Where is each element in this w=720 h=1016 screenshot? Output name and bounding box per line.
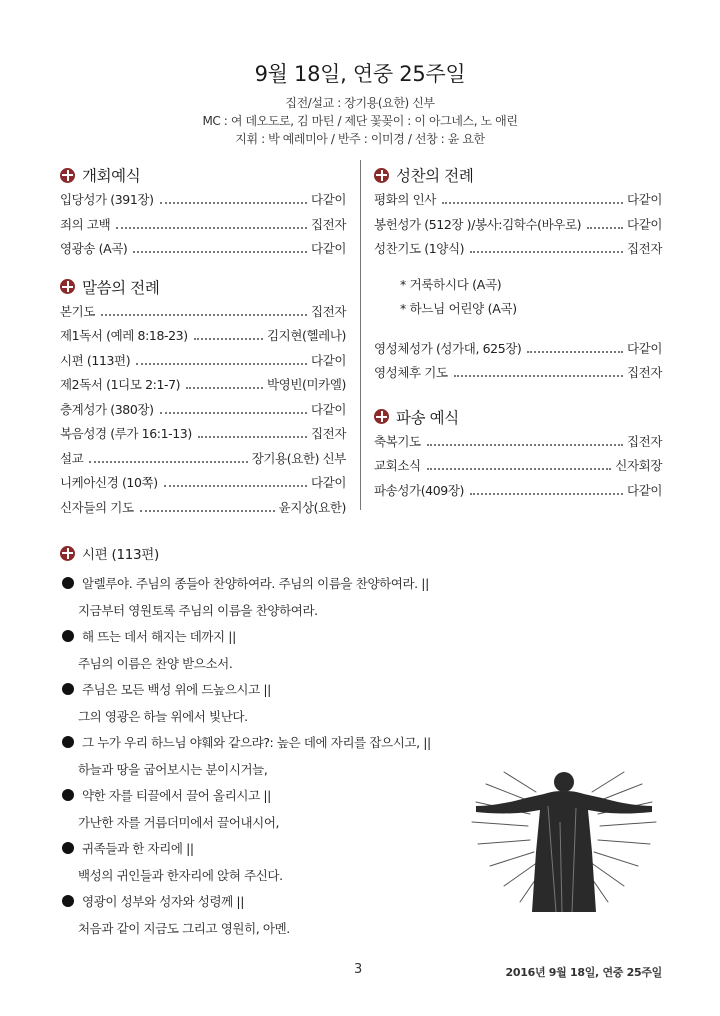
section-title: 파송 예식: [396, 408, 459, 427]
psalm-verse: [60, 729, 480, 756]
order-item: [60, 302, 346, 327]
psalm-response: [60, 650, 480, 677]
credit-line-mc: MC : 여 데오도로, 김 마틴 / 제단 꽃꽂이 : 이 아그네스, 노 애린: [202, 114, 518, 128]
psalm-verse: [60, 782, 480, 809]
item-name: 층계성가 (380장): [60, 401, 154, 417]
item-leader: 다같이: [310, 192, 346, 207]
item-leader: 집전자: [626, 433, 662, 449]
item-name: 성찬기도 (1양식): [374, 241, 465, 256]
order-item: [60, 190, 346, 215]
item-name: 영광송 (A곡): [60, 241, 128, 256]
order-item: [60, 498, 346, 523]
item-name: 파송성가(409장): [374, 482, 464, 498]
item-leader: 다같이: [626, 340, 662, 356]
psalm-text: 처음과 같이 지금도 그리고 영원히, 아멘.: [78, 920, 290, 936]
item-leader: 집전자: [626, 365, 662, 380]
order-item: [60, 473, 346, 498]
risen-christ-illustration: [464, 762, 664, 922]
leader-dots: [427, 468, 612, 470]
credits: [0, 94, 720, 148]
order-item: [60, 215, 346, 240]
leader-dots: [116, 227, 307, 229]
section-title: 개회예식: [82, 167, 141, 185]
item-name: 영성체성가 (성가대, 625장): [374, 340, 522, 356]
item-name: 본기도: [60, 303, 96, 319]
item-leader: 집전자: [310, 216, 346, 232]
psalm-text: 가난한 자를 거름더미에서 끌어내시어,: [78, 814, 280, 830]
item-leader: 다같이: [310, 352, 346, 368]
order-item: [374, 215, 662, 240]
credit-line-music: 지휘 : 박 예레미아 / 반주 : 이미경 / 선창 : 윤 요한: [235, 132, 485, 146]
leader-dots: [587, 227, 623, 229]
item-leader: 장기용(요한) 신부: [251, 450, 346, 466]
psalm-text: 영광이 성부와 성자와 성령께 ||: [82, 894, 245, 910]
order-item: [60, 351, 346, 376]
cross-icon: [60, 168, 75, 183]
item-name: 입당성가 (391장): [60, 192, 154, 207]
cross-icon: [60, 546, 75, 561]
footer-date: 2016년 9월 18일, 연중 25주일: [505, 966, 662, 979]
psalm-verse: [60, 835, 480, 862]
psalm-verse: [60, 623, 480, 650]
item-leader: 다같이: [626, 482, 662, 498]
psalm-text: 주님의 이름은 찬양 받으소서.: [78, 655, 233, 671]
item-leader: 김지현(헬레나): [266, 328, 346, 343]
psalm-response: [60, 809, 480, 836]
section-title: 시편 (113편): [82, 547, 160, 563]
cross-icon: [60, 279, 75, 294]
order-item: [60, 239, 346, 264]
item-leader: 박영빈(미카엘): [266, 377, 346, 392]
psalm-text: 하늘과 땅을 굽어보시는 분이시거늘,: [78, 761, 268, 777]
section-title: 말씀의 전례: [82, 278, 160, 297]
item-leader: 집전자: [626, 241, 662, 256]
item-name: 평화의 인사: [374, 192, 436, 207]
psalm-text: 해 뜨는 데서 해지는 데까지 ||: [82, 629, 236, 645]
leader-dots: [427, 444, 623, 446]
bullet-icon: [62, 683, 74, 695]
item-leader: 다같이: [626, 192, 662, 207]
order-item: [374, 339, 662, 364]
bullet-icon: [62, 895, 74, 907]
psalm-text: 지금부터 영원토록 주님의 이름을 찬양하여라.: [78, 602, 318, 618]
item-name: 축복기도: [374, 433, 421, 449]
leader-dots: [470, 493, 623, 495]
order-item: [374, 481, 662, 506]
order-item: [60, 375, 346, 400]
item-name: 제1독서 (예레 8:18-23): [60, 328, 188, 343]
order-item: [374, 363, 662, 388]
item-leader: 다같이: [310, 401, 346, 417]
item-leader: 신자회장: [615, 458, 662, 473]
psalm-verse: [60, 888, 480, 915]
item-name: 교회소식: [374, 458, 421, 473]
page-title: 9월 18일, 연중 25주일: [254, 62, 466, 86]
right-column: [374, 160, 662, 505]
item-name: 시편 (113편): [60, 352, 131, 368]
item-name: 제2독서 (1디모 2:1-7): [60, 377, 181, 392]
psalm-text: 알렐루야. 주님의 종들아 찬양하여라. 주님의 이름을 찬양하여라. ||: [82, 576, 429, 592]
dismissal-heading: [374, 402, 662, 432]
bullet-icon: [62, 736, 74, 748]
leader-dots: [140, 510, 275, 512]
leader-dots: [101, 314, 307, 316]
psalm-text: 백성의 귀인들과 한자리에 앉혀 주신다.: [78, 867, 283, 883]
left-column: [60, 160, 346, 522]
psalm-response: [60, 862, 480, 889]
order-item: [60, 424, 346, 449]
psalm-text: 그 누가 우리 하느님 야훼와 같으랴?: 높은 데에 자리를 잡으시고, ||: [82, 735, 431, 751]
section-title: 성찬의 전례: [396, 167, 474, 185]
psalm-verse: [60, 676, 480, 703]
item-name: 죄의 고백: [60, 216, 111, 232]
psalm-response: [60, 597, 480, 624]
psalm-response: [60, 756, 480, 783]
leader-dots: [470, 251, 623, 253]
psalm-text: 그의 영광은 하늘 위에서 빛난다.: [78, 708, 248, 724]
opening-rites-heading: [60, 160, 346, 190]
item-name: 설교: [60, 450, 84, 466]
psalm-verse: [60, 570, 480, 597]
psalm-text: 약한 자를 티끌에서 끌어 올리시고 ||: [82, 788, 271, 804]
column-divider: [360, 160, 361, 510]
psalm-response: [60, 915, 480, 942]
psalm-text: 귀족들과 한 자리에 ||: [82, 841, 194, 857]
eucharist-subitem: * 거룩하시다 (A곡): [400, 276, 502, 292]
order-item: [374, 239, 662, 264]
item-leader: 집전자: [310, 303, 346, 319]
cross-icon: [374, 168, 389, 183]
leader-dots: [454, 375, 623, 377]
leader-dots: [527, 351, 623, 353]
item-name: 영성체후 기도: [374, 365, 448, 380]
item-name: 니케아신경 (10쪽): [60, 475, 158, 490]
leader-dots: [133, 251, 307, 253]
leader-dots: [198, 436, 307, 438]
credit-line-celebrant: 집전/설교 : 장기용(요한) 신부: [285, 96, 435, 110]
leader-dots: [160, 202, 307, 204]
liturgy-of-word-heading: [60, 272, 346, 302]
order-item: [374, 456, 662, 481]
page-number: 3: [354, 962, 363, 977]
order-item: [60, 326, 346, 351]
item-leader: 다같이: [310, 475, 346, 490]
leader-dots: [186, 387, 263, 389]
item-name: 신자들의 기도: [60, 499, 134, 515]
bullet-icon: [62, 842, 74, 854]
leader-dots: [89, 461, 247, 463]
leader-dots: [136, 363, 307, 365]
psalm-response: [60, 703, 480, 730]
psalm-lines: [60, 570, 480, 941]
item-leader: 다같이: [310, 241, 346, 256]
order-item: [374, 432, 662, 457]
item-leader: 집전자: [310, 426, 346, 441]
liturgy-of-eucharist-heading: [374, 160, 662, 190]
eucharist-subitem: * 하느님 어린양 (A곡): [400, 301, 517, 317]
order-item: [60, 449, 346, 474]
item-name: 봉헌성가 (512장 )/봉사:김학수(바우로): [374, 216, 582, 232]
item-leader: 윤지상(요한): [278, 499, 346, 515]
psalm-section: [60, 540, 480, 941]
cross-icon: [374, 409, 389, 424]
bullet-icon: [62, 577, 74, 589]
order-item: [60, 400, 346, 425]
item-leader: 다같이: [626, 216, 662, 232]
leader-dots: [164, 485, 307, 487]
item-name: 복음성경 (루가 16:1-13): [60, 426, 192, 441]
leader-dots: [194, 338, 263, 340]
leader-dots: [442, 202, 623, 204]
bullet-icon: [62, 630, 74, 642]
psalm-heading: [60, 540, 480, 566]
leader-dots: [160, 412, 307, 414]
psalm-text: 주님은 모든 백성 위에 드높으시고 ||: [82, 682, 271, 698]
order-item: [374, 190, 662, 215]
bullet-icon: [62, 789, 74, 801]
